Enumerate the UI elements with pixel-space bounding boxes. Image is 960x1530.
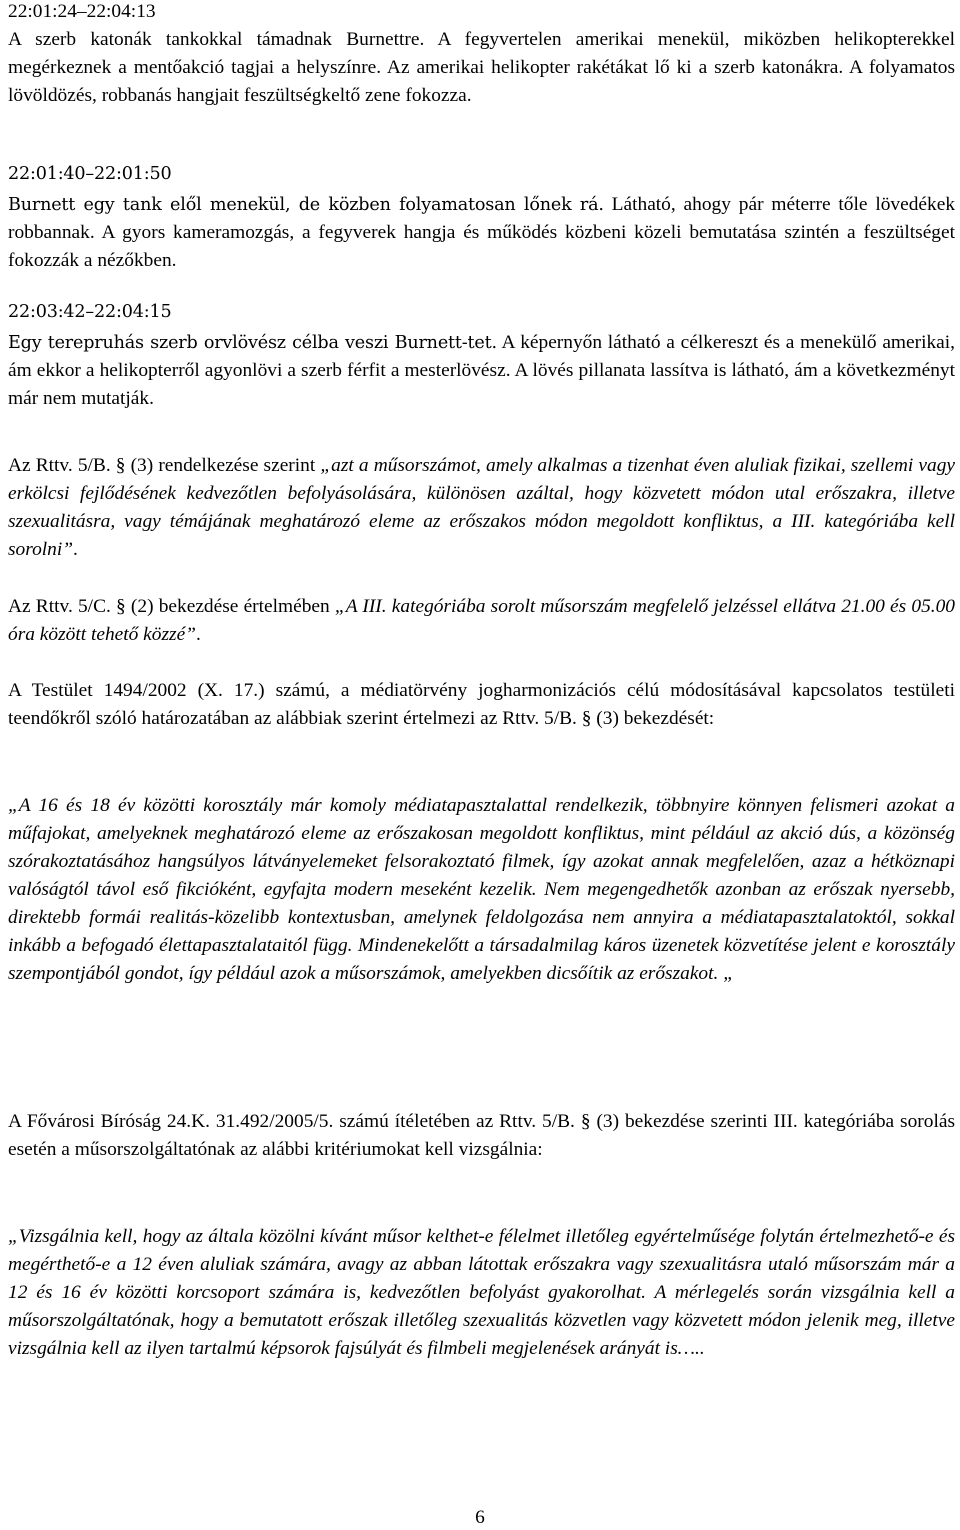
timestamp: 22:01:40–22:01:50 [8,164,172,184]
quote-paragraph: „A 16 és 18 év közötti korosztály már komoly médiatapasztalattal rendelkezik, többnyire könnyen felismeri azokat a műfajokat, amelyeknek meghatározó eleme az erőszakosan megoldott konfliktus, mint például az akció dús, a közönség szórakoztatásához hangsúlyos látványelemeket felsorakoztató filmek, így azokat annak megfelelően, azaz a hétköznapi valóságtól távol eső fikcióként, egyfajta modern meseként kezelik. Nem megengedhetők azonban az erőszak nyersebb, direktebb formái realitás-közelibb kontextusban, amelynek feldolgozása nem annyira a médiatapasztalatoktól, sokkal inkább a befogadó élettapasztalataitól függ. Mindenekelőtt a társadalmilag káros üzenetek közvetítése jelent e korosztály szempontjából gondot, így például azok a műsorszámok, amelyekben dicsőítik az erőszakot. „ [8,795,955,984]
segment-2 [8,160,955,275]
timestamp: 22:03:42–22:04:15 [8,302,172,322]
text-span: A gyors kameramozgás, a fegyverek hangja és működés közbeni közeli bemutatása szintén a feszültséget fokozzák a nézőkben. [8,222,955,271]
paragraph: A Fővárosi Bíróság 24.K. 31.492/2005/5. számú ítéletében az Rttv. 5/B. § (3) bekezdése szerinti III. kategóriába sorolás esetén a műsorszolgáltatónak az alábbi kritériumokat kell vizsgálnia: [8,1111,955,1160]
text-span: . [195,624,201,645]
quote-paragraph: „Vizsgálnia kell, hogy az általa közölni kívánt műsor kelthet-e félelmet illetőleg egyértelműsége folytán értelmezhető-e és megérthető-e a 12 éven aluliak számára, avagy az abban látottak erőszakra vagy szexualitásra utaló műsorszám már a 12 és 16 év közötti korcsoport számára is, kedvezőtlen befolyást gyakorolhat. A mérlegelés során vizsgálnia kell a műsorszolgáltatónak, hogy a bemutatott erőszak illetőleg szexualitás közvetlen vagy közvetett módon jelenik meg, illetve vizsgálnia kell az ilyen tartalmú képsorok fajsúlyát és filmbeli megjelenések arányát is….. [8,1226,955,1359]
quote: „A III. kategóriába sorolt műsorszám megfelelő jelzéssel ellátva 21.00 és 05.00 óra között tehető közzé” [8,596,955,645]
text-span: . [73,539,78,560]
quote: „azt a műsorszámot, amely alkalmas a tizenhat éven aluliak fizikai, szellemi vagy erkölcsi fejlődésének kedvezőtlen befolyásolására, különösen azáltal, hogy közvetett módon utal erőszakra, illetve szexualitásra, vagy témájának meghatározó eleme az erőszakos módon megoldott konfliktus, a III. kategóriába kell sorolni” [8,455,955,560]
segment-3 [8,298,955,413]
paragraph: A Testület 1494/2002 (X. 17.) számú, a médiatörvény jogharmonizációs célú módosításával kapcsolatos testületi teendőkről szóló határozatában az alábbiak szerint értelmezi az Rttv. 5/B. § (3) bekezdését: [8,680,955,729]
paragraph [8,452,955,564]
paragraph [8,191,955,275]
text-span: Az Rttv. 5/C. § (2) bekezdése értelmében [8,596,335,617]
text-span: A képernyőn látható a célkereszt és a menekülő amerikai, ám ekkor a helikopterről agyonlövi a szerb férfit a mesterlövész. A lövés pillanata lassítva is látható, ám a következményt már nem mutatják. [8,332,955,409]
page-number: 6 [475,1507,485,1528]
text-span: Látható, ahogy pár méterre tőle lövedékek robbannak. [8,194,956,243]
paragraph [8,593,955,649]
timestamp: 22:01:24–22:04:13 [8,1,156,22]
paragraph [8,329,955,413]
text-span: Burnett egy tank elől menekül, de közben folyamatosan lőnek rá. [8,195,604,215]
text-span: Az Rttv. 5/B. § (3) rendelkezése szerint [8,455,321,476]
segment-1 [8,0,955,110]
paragraph: A szerb katonák tankokkal támadnak Burnettre. A fegyvertelen amerikai menekül, miközben helikopterekkel megérkeznek a mentőakció tagjai a helyszínre. Az amerikai helikopter rakétákat lő ki a szerb katonákra. A folyamatos lövöldözés, robbanás hangjait feszültségkeltő zene fokozza. [8,29,955,106]
text-span: Egy terepruhás szerb orvlövész célba veszi Burnett-tet. [8,333,497,353]
